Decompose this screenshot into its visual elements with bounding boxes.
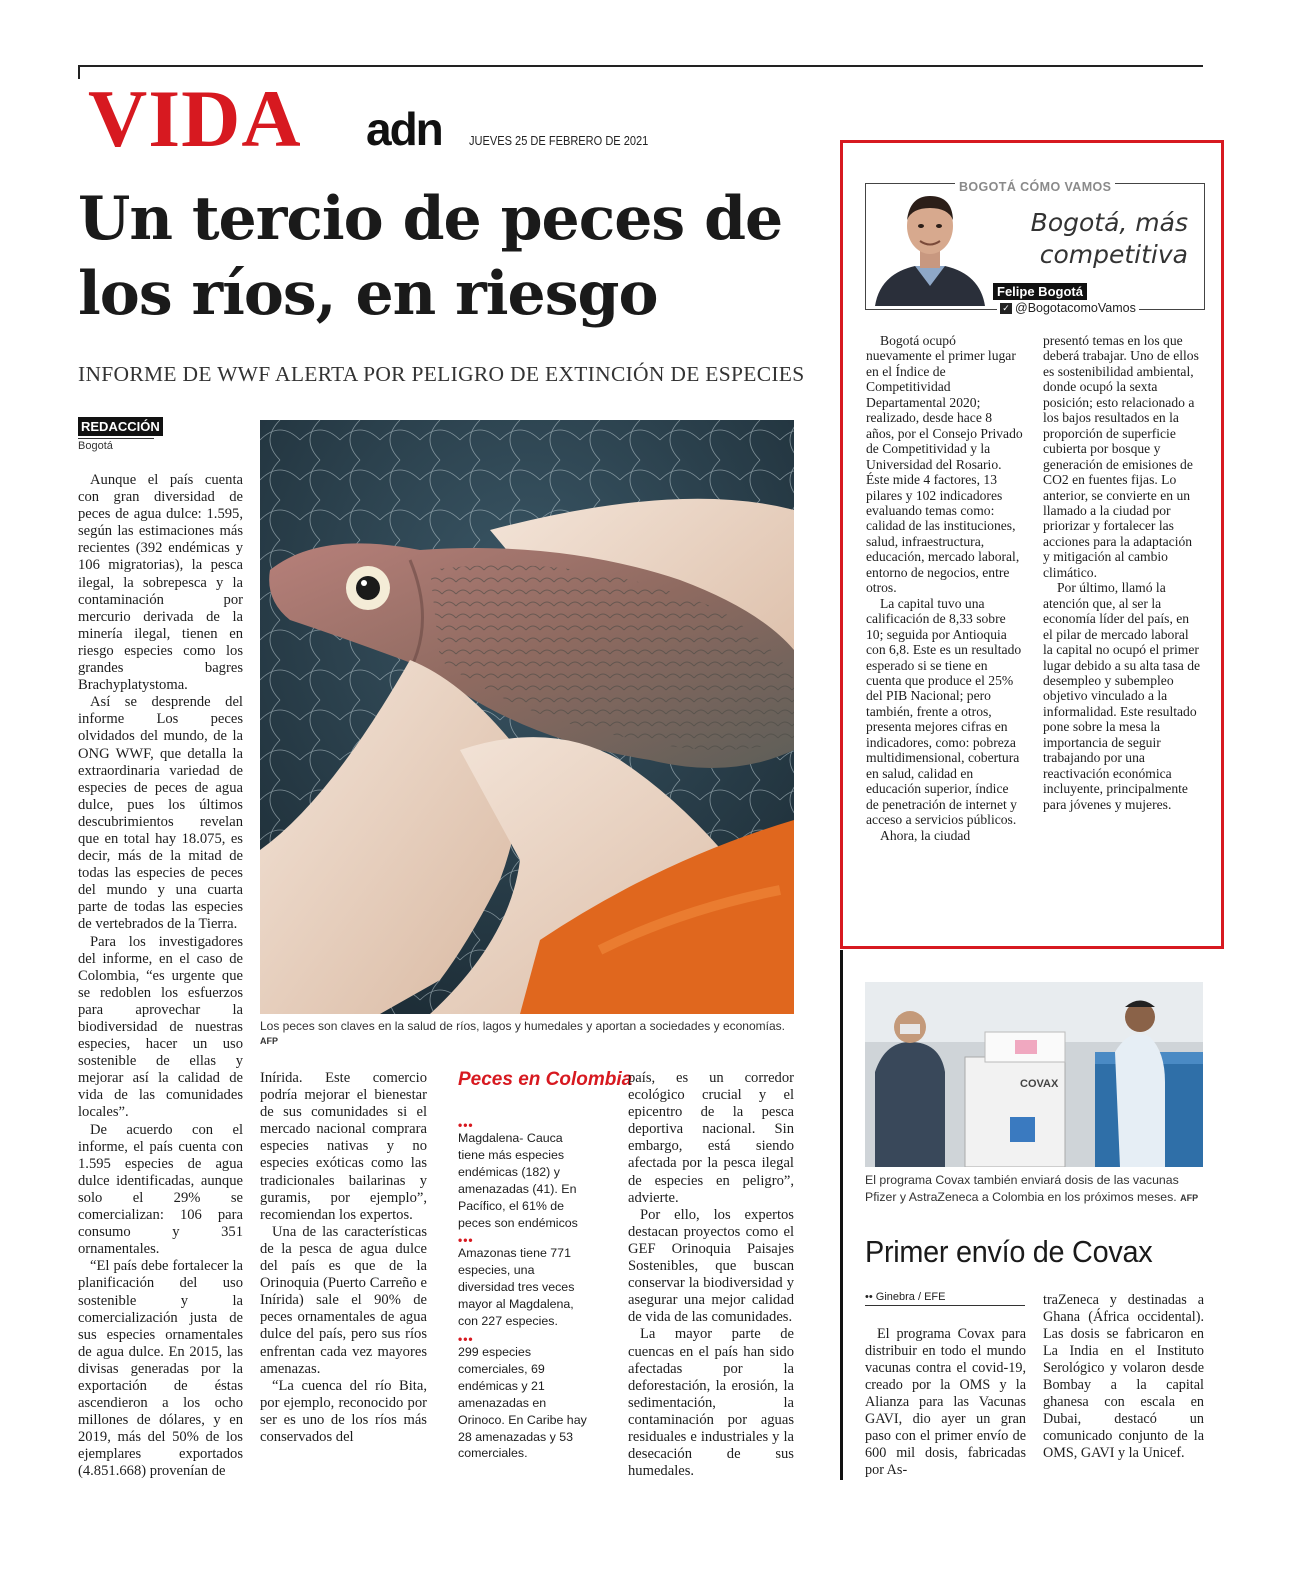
top-rule-tick [78,65,80,79]
paragraph: Bogotá ocupó nuevamente el primer lugar en el Índice de Competitividad Departamental 2020; realizado, desde hace 8 años, por el Consejo Privado de Competitividad y la Universidad del Rosario. Éste mide 4 factores, 13 pilares y 102 indicadores evaluando temas como: calidad de las instituciones, salud, infraestructura, educación, mercado laboral, entorno de negocios, entre otros. [866,333,1023,596]
paragraph: Por último, llamó la atención que, al ser la economía líder del país, en el pilar de mercado laboral la capital no ocupó el primer lugar debido a su alta tasa de desempleo y subempleo objetivo vinculado a la informalidad. Este resultado pone sobre la mesa la importancia de seguir trabajando por una reactivación económica incluyente, principalmente para jóvenes y mujeres. [1043,580,1201,812]
article-column-2 [260,1070,427,1446]
caption-text: Los peces son claves en la salud de ríos, lagos y humedales y aportan a sociedades y economías. [260,1019,785,1033]
brand-logo: adn [366,103,442,155]
covax-photo [865,982,1203,1167]
fish-illustration [260,420,794,1014]
paragraph: Una de las características de la pesca de agua dulce del país es que de la Orinoquia (Puerto Carreño e Inírida) sale el 90% de peces ornamentales de agua dulce del país, pero sus ríos enfrentan cada vez mayores amenazas. [260,1223,427,1377]
fish-photo [260,420,794,1014]
bullet-dots-icon: ••• [458,1118,474,1132]
paragraph: Aunque el país cuenta con gran diversidad de peces de agua dulce: 1.595, según las estimaciones más recientes (392 endémicas y 106 migratorias), la pesca ilegal, la sobrepesca y la contaminación por mercurio derivada de la minería ilegal, tienen en riesgo especies como los grandes bagres Brachyplatystoma. [78,472,243,694]
paragraph: Ahora, la ciudad [880,827,971,843]
covax-photo-caption [865,1172,1210,1207]
portrait-illustration [870,186,990,306]
author-handle [997,301,1139,315]
paragraph: Para los investigadores del informe, en el caso de Colombia, “es urgente que se redoblen los esfuerzos para aprovechar la biodiversidad de nuestras especies, hacer un uso sostenible de ellas y mejorar así la calidad de vida de las comunidades locales”. [78,933,243,1121]
photo-credit: AFP [260,1036,278,1046]
paragraph: país, es un corredor ecológico crucial y el epicentro de la pesca deportiva nacional. Sin embargo, está siendo afectada por la pesca ilegal de especies en peligro”, advierte. [628,1070,794,1206]
photo-credit: AFP [1180,1193,1199,1203]
paragraph: Inírida. Este comercio podría mejorar el bienestar de sus comunidades si el mercado nacional comprara especies nativas y no especies exóticas como las tradicionales bailarinas y guramis, por ejemplo”, recomiendan los expertos. [260,1070,427,1223]
opinion-column-1 [866,333,1023,843]
paragraph: El programa Covax para distribuir en todo el mundo vacunas contra el covid-19, creado por la OMS y la Alianza para las Vacunas GAVI, dio ayer un gran paso con el primer envío de 600 mil dosis, fabricadas por As- [865,1326,1026,1478]
covax-dateline [865,1291,1025,1306]
byline: REDACCIÓN [78,417,163,436]
paragraph: La capital tuvo una calificación de 8,33 sobre 10; seguida por Antioquia con 6,8. Este es un resultado esperado si se tiene en cuenta que produce el 25% del PIB Nacional; pero también, frente a otros, presenta mejores cifras en indicadores, como: pobreza multidimensional, cobertura en salud, calidad en educación superior, índice de penetración de internet y acceso a servicios públicos. [866,595,1022,828]
paragraph: traZeneca y destinadas a Ghana (África occidental). Las dosis se fabricaron en La India en el Instituto Serológico y volaron desde Bombay a la capital ghanesa con escala en Dubai, destacó un comunicado conjunto de la OMS, GAVI y la Unicef. [1043,1292,1204,1461]
caption-text: El programa Covax también enviará dosis de las vacunas Pfizer y AstraZeneca a Colombia en los próximos meses. [865,1173,1179,1204]
sidebar-list [458,1120,590,1466]
paragraph: presentó temas en los que deberá trabajar. Uno de ellos es sostenibilidad ambiental, donde ocupó la sexta posición; esto relacionado a los bajos resultados en la proporción de superficie cubierta por bosque y generación de emisiones de CO2 en fuentes fijas. Lo anterior, se convierte en un llamado a la ciudad por priorizar y fortalecer las acciones para la adaptación y mitigación al cambio climático. [1043,333,1199,580]
opinion-title: Bogotá, más competitiva [1030,208,1188,269]
opinion-section-label: BOGOTÁ CÓMO VAMOS [955,180,1115,194]
bullet-dots-icon: ••• [458,1331,474,1346]
byline-location: Bogotá [78,438,154,452]
article-kicker: INFORME DE WWF ALERTA POR PELIGRO DE EXTINCIÓN DE ESPECIES [78,362,805,386]
bullet-dots-icon: •• [865,1291,876,1303]
paragraph: Así se desprende del informe Los peces olvidados del mundo, de la ONG WWF, que detalla la extraordinaria variedad de especies de peces de agua dulce, pues los últimos descubrimientos revelan que en total hay 18.075, es decir, más de la mitad de todas las especies de peces del mundo y una cuarta parte de todas las especies de vertebrados de la Tierra. [78,694,243,933]
handle-text: @BogotacomoVamos [1015,301,1136,315]
paragraph: La mayor parte de cuencas en el país han sido afectadas por la deforestación, la erosión, la sedimentación, la contaminación por aguas residuales e industriales y la desecación de sus humedales. [628,1326,794,1480]
sidebar-item: 299 especies comerciales, 69 endémicas y 21 amenazadas en Orinoco. En Caribe hay 28 amenazadas y 53 comerciales. [458,1344,587,1461]
paragraph: Por ello, los expertos destacan proyectos como el GEF Orinoquia Paisajes Sostenibles, que buscan conservar la biodiversidad y asegurar una mejor calidad de vida de las comunidades. [628,1206,794,1326]
paragraph: “La cuenca del río Bita, por ejemplo, reconocido por ser es uno de los ríos más conservados del [260,1377,427,1445]
bullet-dots-icon: ••• [458,1233,474,1248]
top-rule [78,65,1203,67]
covax-illustration [865,982,1203,1167]
issue-date: JUEVES 25 DE FEBRERO DE 2021 [469,133,649,148]
paragraph: “El país debe fortalecer la planificación del uso sostenible y la comercialización justa de sus especies ornamentales de agua dulce. En 2015, las divisas generadas por la exportación de éstas ascendieron a los ocho millones de dólares, y en 2019, más del 50% de los ejemplares exportados (4.851.668) provenían de [78,1258,243,1480]
covax-box-label: COVAX [1020,1078,1059,1090]
section-title: VIDA [88,73,302,164]
dateline-text: Ginebra / EFE [875,1291,946,1303]
sidebar-title: Peces en Colombia [458,1069,633,1090]
column-rule [840,950,843,1480]
author-portrait [870,186,990,306]
covax-column-2 [1043,1292,1204,1462]
opinion-column-2 [1043,333,1201,812]
article-column-1 [78,472,243,1481]
covax-headline: Primer envío de Covax [865,1234,1153,1269]
paragraph: De acuerdo con el informe, el país cuenta con 1.595 especies de agua dulce identificadas, aunque solo el 29% se comercializan: 106 para consumo y 351 ornamentales. [78,1121,243,1258]
article-headline: Un tercio de peces de los ríos, en riesgo [78,184,783,329]
article-column-4 [628,1070,794,1480]
sidebar-item: Magdalena- Cauca tiene más especies endémicas (182) y amenazadas (41). En Pacífico, el 61% de peces son endémicos [458,1131,578,1230]
covax-column-1 [865,1326,1026,1479]
fish-photo-caption [260,1019,800,1047]
twitter-icon: ✓ [1000,303,1012,314]
sidebar-item: Amazonas tiene 771 especies, una diversidad tres veces mayor al Magdalena, con 227 especies. [458,1246,575,1329]
author-name: Felipe Bogotá [993,283,1087,300]
